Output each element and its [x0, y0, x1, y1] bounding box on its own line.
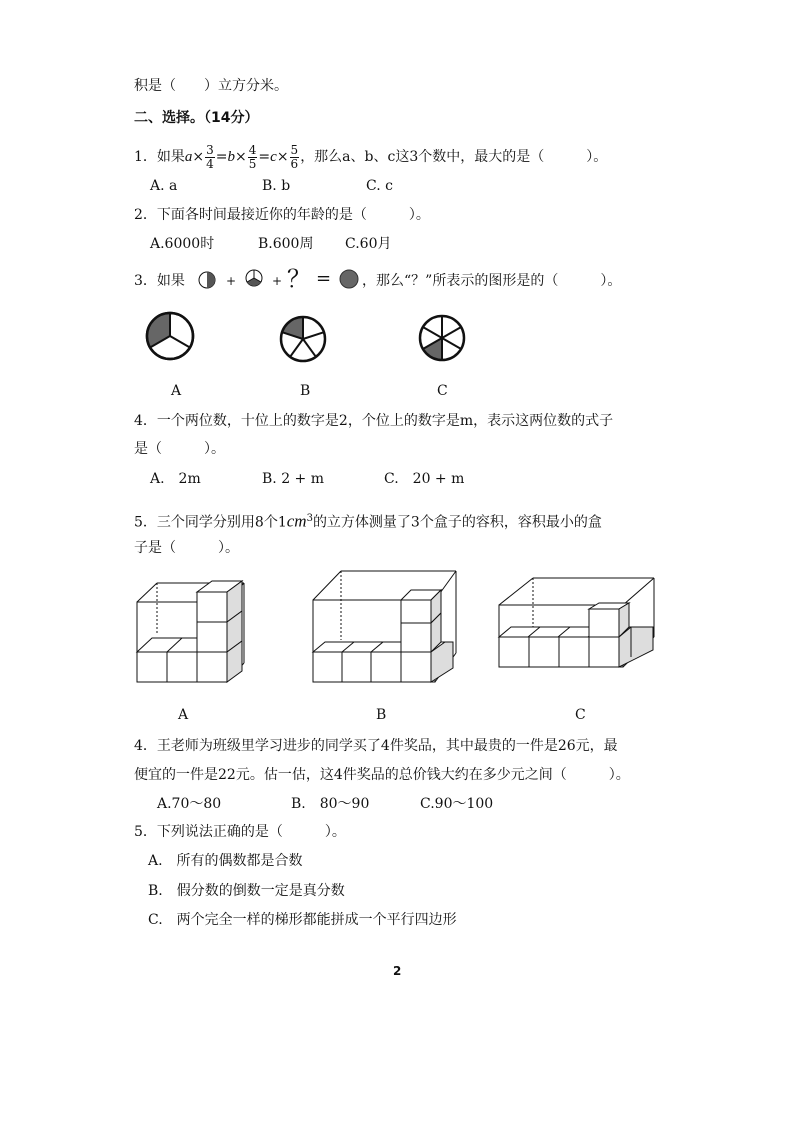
q3-label-c: C	[437, 383, 448, 399]
box-c-diagram	[497, 575, 657, 670]
question-mark-icon: ？	[287, 265, 311, 293]
q5b-option-c: C. 两个完全一样的梯形都能拼成一个平行四边形	[148, 912, 457, 928]
page-number: 2	[393, 964, 402, 978]
q2-option-b: B.600周	[258, 236, 314, 252]
q4b-option-c: C.90～100	[420, 796, 494, 812]
circle-a-thirds	[145, 311, 195, 361]
q3-prefix: 3．如果	[134, 273, 185, 289]
fraction-4-5: $\frac{4}{5}$	[248, 142, 257, 171]
var-c: c	[270, 149, 277, 165]
equals-sign: =	[316, 268, 332, 289]
q5b-option-b: B. 假分数的倒数一定是真分数	[148, 883, 345, 899]
q1-suffix: ，那么a、b、c这3个数中，最大的是（ ）。	[300, 149, 608, 165]
q1-option-a: A. a	[150, 178, 178, 194]
q4a-option-c: C. 20 + m	[384, 471, 465, 487]
question-4a-line2: 是（ ）。	[134, 441, 225, 457]
question-5a-line2: 子是（ ）。	[134, 540, 239, 556]
full-shaded-circle-icon	[338, 268, 360, 290]
q4a-option-a: A. 2m	[150, 471, 201, 487]
section-title: 二、选择。（14分）	[134, 110, 259, 126]
q3-label-a: A	[171, 383, 182, 399]
q4b-option-a: A.70～80	[157, 796, 222, 812]
q1-prefix: 1．如果	[134, 149, 185, 165]
plus-sign-1: +	[226, 274, 237, 288]
var-b: b	[227, 149, 236, 165]
circle-c-sixths	[418, 314, 466, 362]
q5a-label-a: A	[178, 707, 189, 723]
question-5a-line1	[134, 510, 602, 532]
q5a-suffix: 的立方体测量了3个盒子的容积，容积最小的盒	[312, 514, 602, 531]
unit-cm: cm	[286, 511, 307, 531]
q1-option-b: B. b	[262, 178, 291, 194]
q4a-option-b: B. 2 + m	[262, 471, 325, 487]
question-5b: 5．下列说法正确的是（ ）。	[134, 824, 346, 840]
fraction-3-4: $\frac{3}{4}$	[206, 142, 214, 171]
question-1: 1．如果a× $\frac{3}{4}$ =b× $\frac{4}{5}$ =c× $\frac{5}{6}$ ，那么a、b、c这3个数中，最大的是（ ）。	[134, 142, 608, 171]
q3-suffix: ，那么“？”所表示的图形是的（ ）。	[362, 273, 622, 289]
question-2: 2．下面各时间最接近你的年龄的是（ ）。	[134, 207, 430, 223]
question-4b-line1: 4．王老师为班级里学习进步的同学买了4件奖品，其中最贵的一件是26元，最	[134, 738, 618, 754]
third-shaded-circle-icon	[243, 267, 265, 289]
q3-label-b: B	[300, 383, 311, 399]
question-4a-line1: 4．一个两位数，十位上的数字是2，个位上的数字是m，表示这两位数的式子	[134, 413, 614, 429]
q1-option-c: C. c	[366, 178, 393, 194]
q5a-label-b: B	[376, 707, 387, 723]
q5a-label-c: C	[575, 707, 586, 723]
q4b-option-b: B. 80～90	[291, 796, 370, 812]
q2-option-a: A.6000时	[150, 236, 215, 252]
q5a-prefix: 5．三个同学分别用8个1	[134, 514, 287, 531]
fraction-5-6: $\frac{5}{6}$	[290, 142, 299, 171]
box-b-diagram	[311, 568, 459, 686]
q5b-option-a: A. 所有的偶数都是合数	[148, 853, 303, 869]
q2-option-c: C.60月	[345, 236, 392, 252]
half-shaded-circle-icon	[197, 270, 217, 290]
box-a-diagram	[134, 580, 249, 686]
previous-question-tail: 积是（ ）立方分米。	[134, 78, 288, 94]
question-4b-line2: 便宜的一件是22元。估一估，这4件奖品的总价钱大约在多少元之间（ ）。	[134, 767, 630, 783]
var-a: a	[184, 149, 193, 165]
circle-b-fifths	[279, 315, 327, 363]
plus-sign-2: +	[272, 274, 283, 288]
unit-exponent: 3	[306, 513, 313, 524]
